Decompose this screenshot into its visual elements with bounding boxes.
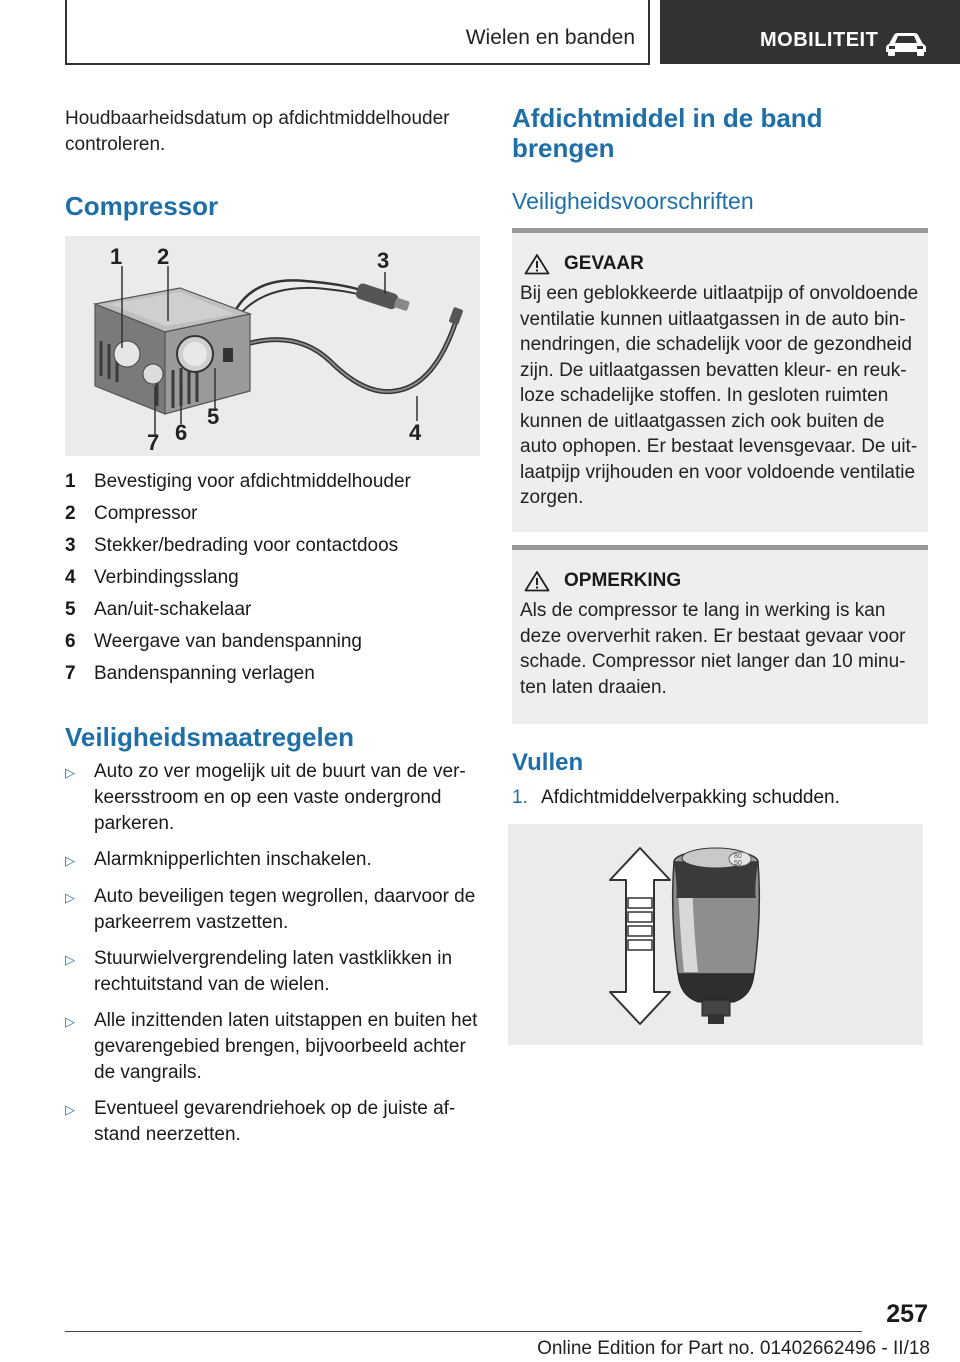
safety-heading: Veiligheidsmaatregelen (65, 722, 355, 752)
callout-3: 3 (377, 248, 390, 273)
triangle-bullet-icon: ▷ (65, 853, 75, 868)
sealant-heading: Afdichtmiddel in de band brengen (512, 103, 823, 163)
legend-text: Compressor (94, 503, 198, 524)
legend-text: Verbindingsslang (94, 567, 239, 588)
note-box-title (520, 570, 920, 592)
list-item-text: Stuurwielvergrendeling laten vastklikken in rechtuitstand van de wielen. (94, 948, 453, 995)
callout-6: 6 (175, 420, 188, 445)
danger-box (512, 228, 928, 532)
list-item-text: Auto zo ver mogelijk uit de buurt van de ver-keersstroom en op een vaste ondergrond parkeren. (94, 761, 466, 834)
list-item (65, 1008, 480, 1086)
note-box (512, 545, 928, 724)
danger-title: GEVAAR (564, 253, 644, 274)
bottle-label-top: 80 (734, 853, 742, 860)
footer-rule (65, 1331, 862, 1332)
list-item (65, 946, 480, 998)
legend-item (65, 598, 480, 630)
legend-item (65, 502, 480, 534)
list-item-text: Eventueel gevarendriehoek op de juiste af-stand neerzetten. (94, 1098, 456, 1145)
footer-edition: Online Edition for Part no. 01402662496 - II/18 (537, 1338, 930, 1359)
bottle-label-bottom: 50 (734, 860, 742, 867)
danger-box-title (520, 253, 920, 275)
legend-number: 2 (65, 503, 76, 524)
legend-number: 4 (65, 567, 76, 588)
legend-number: 5 (65, 599, 76, 620)
legend-item (65, 662, 480, 694)
legend-item (65, 470, 480, 502)
triangle-bullet-icon: ▷ (65, 952, 75, 967)
callout-1: 1 (110, 244, 123, 269)
list-item-text: Alle inzittenden laten uitstappen en buiten het gevarengebied brengen, bijvoorbeeld achter de vangrails. (94, 1010, 478, 1083)
legend-text: Bevestiging voor afdichtmiddelhouder (94, 471, 411, 492)
legend-number: 1 (65, 471, 76, 492)
header-rule-mid (648, 0, 650, 64)
danger-text: Bij een geblokkeerde uitlaatpijp of onvoldoende ventilatie kunnen uitlaatgassen in de auto bin-nendringen, die schadelijk voor de gezondheid zijn. De uitlaatgassen bevatten kleur- en reuk-loze schadelijke stoffen. In gesloten ruimten kunnen de uitlaatgassen zich ook buiten de auto ophopen. Er bestaat levensgevaar. De uit-laatpijp vrijhouden en voor voldoende ventilatie zorgen. (520, 283, 919, 508)
warning-triangle-icon (524, 570, 550, 592)
warning-triangle-icon (524, 253, 550, 275)
legend-item (65, 534, 480, 566)
triangle-bullet-icon: ▷ (65, 1102, 75, 1117)
list-item (65, 1096, 480, 1148)
callout-2: 2 (157, 244, 170, 269)
header-chapter-tab[interactable] (660, 0, 960, 64)
legend-text: Aan/uit-schakelaar (94, 599, 252, 620)
intro-text: Houdbaarheidsdatum op afdichtmiddelhouder controleren. (65, 108, 450, 155)
legend-number: 7 (65, 663, 76, 684)
step-text: Afdichtmiddelverpakking schudden. (541, 787, 840, 808)
header-section-title: Wielen en banden (465, 26, 635, 49)
legend-text: Weergave van bandenspanning (94, 631, 362, 652)
step-item (512, 785, 840, 811)
safety-bullet-list (65, 759, 480, 1158)
legend-item (65, 566, 480, 598)
compressor-legend (65, 470, 480, 694)
header-rule-left (65, 0, 67, 64)
callout-5: 5 (207, 404, 220, 429)
callout-7: 7 (147, 430, 160, 455)
sealant-bottle-illustration (508, 824, 923, 1045)
legend-text: Bandenspanning verlagen (94, 663, 315, 684)
legend-number: 6 (65, 631, 76, 652)
legend-number: 3 (65, 535, 76, 556)
note-text: Als de compressor te lang in werking is kan deze oververhit raken. Er bestaat gevaar voor schade. Compressor niet langer dan 10 minu-ten laten draaien. (520, 600, 906, 698)
legend-item (65, 630, 480, 662)
compressor-heading: Compressor (65, 191, 219, 221)
list-item-text: Alarmknipperlichten inschakelen. (94, 849, 372, 870)
fill-heading: Vullen (512, 749, 584, 776)
callout-4: 4 (409, 420, 422, 445)
header-rule-bottom (65, 63, 650, 65)
list-item (65, 884, 480, 936)
car-icon (885, 30, 927, 56)
compressor-illustration (65, 236, 480, 456)
list-item (65, 759, 480, 837)
triangle-bullet-icon: ▷ (65, 1014, 75, 1029)
list-item-text: Auto beveiligen tegen wegrollen, daarvoor de parkeerrem vastzetten. (94, 886, 476, 933)
page-number: 257 (886, 1300, 928, 1328)
triangle-bullet-icon: ▷ (65, 890, 75, 905)
note-title: OPMERKING (564, 570, 682, 591)
list-item (65, 847, 480, 874)
step-number: 1. (512, 787, 528, 808)
legend-text: Stekker/bedrading voor contactdoos (94, 535, 399, 556)
header-chapter-label: MOBILITEIT (760, 29, 879, 51)
triangle-bullet-icon: ▷ (65, 765, 75, 780)
safety-rules-heading: Veiligheidsvoorschriften (512, 188, 754, 214)
